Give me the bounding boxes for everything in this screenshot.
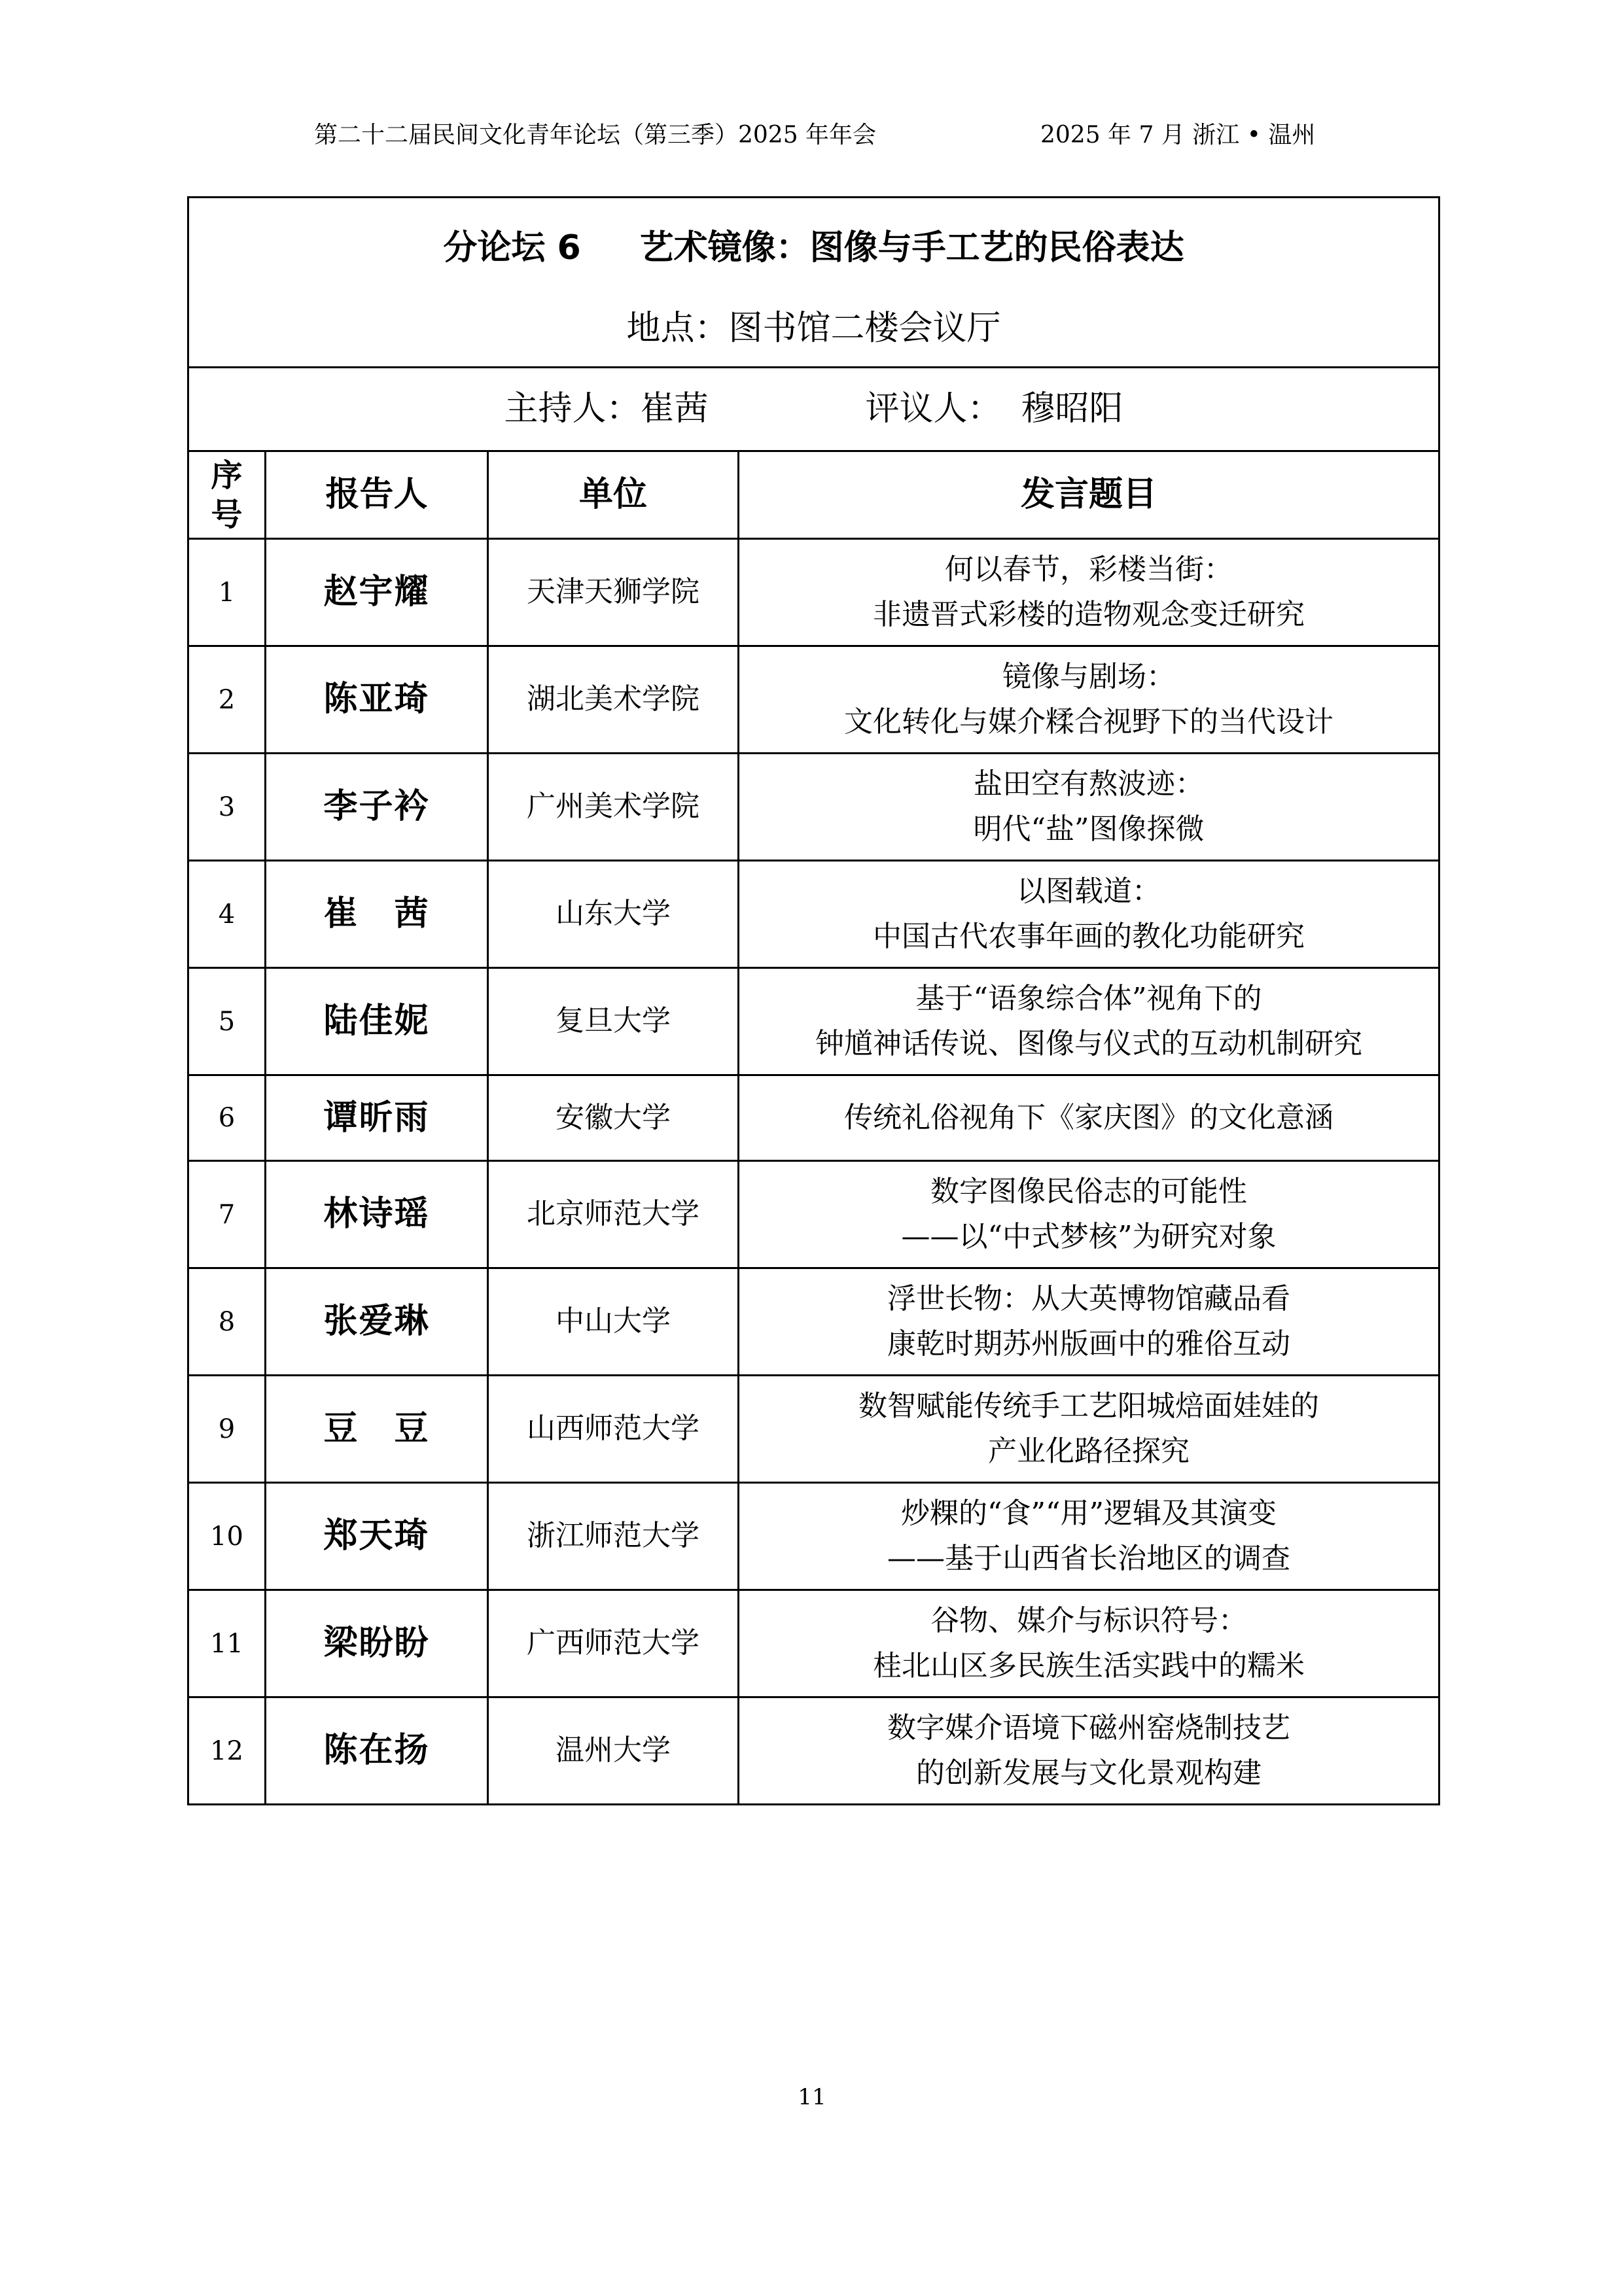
table-row: [188, 1075, 1439, 1161]
topic-line: 盐田空有熬波迹：: [974, 767, 1204, 801]
column-header-no: 序 号: [188, 451, 266, 539]
speaker-name: 李子衿: [266, 754, 488, 861]
speech-topic: [739, 754, 1439, 861]
table-row: [188, 1376, 1439, 1483]
title-cell: [188, 198, 1439, 368]
topic-line: 产业化路径探究: [988, 1434, 1190, 1468]
speaker-name: 崔 茜: [266, 861, 488, 968]
row-number: 8: [188, 1268, 266, 1376]
topic-line: 中国古代农事年画的教化功能研究: [873, 919, 1305, 953]
speaker-name: 张爱琳: [266, 1268, 488, 1376]
forum-location: 地点：图书馆二楼会议厅: [626, 308, 1001, 348]
row-number: 9: [188, 1376, 266, 1483]
speech-topic: [739, 1161, 1439, 1268]
speech-topic: [739, 968, 1439, 1075]
topic-line: 基于“语象综合体”视角下的: [915, 982, 1262, 1016]
reviewer-name: 穆昭阳: [1021, 389, 1123, 429]
topic-line: 钟馗神话传说、图像与仪式的互动机制研究: [815, 1026, 1362, 1060]
row-number: 12: [188, 1697, 266, 1805]
speaker-name: 豆 豆: [266, 1376, 488, 1483]
column-header-topic: 发言题目: [739, 451, 1439, 539]
speaker-name: 林诗瑶: [266, 1161, 488, 1268]
title-row: [188, 198, 1439, 368]
speaker-name: 梁盼盼: [266, 1590, 488, 1697]
speaker-unit: 广州美术学院: [488, 754, 739, 861]
topic-line: 文化转化与媒介糅合视野下的当代设计: [844, 704, 1333, 739]
topic-line: 以图载道：: [1017, 875, 1161, 909]
topic-line: 数字媒介语境下磁州窑烧制技艺: [887, 1711, 1290, 1745]
speaker-unit: 安徽大学: [488, 1075, 739, 1161]
row-number: 11: [188, 1590, 266, 1697]
speaker-unit: 复旦大学: [488, 968, 739, 1075]
topic-line: 炒粿的“食”“用”逻辑及其演变: [901, 1497, 1277, 1531]
forum-title: [189, 222, 1438, 275]
speech-topic: [739, 1590, 1439, 1697]
table-row: [188, 646, 1439, 754]
speech-topic: [739, 1075, 1439, 1161]
speech-topic: [739, 1483, 1439, 1590]
speaker-unit: 天津天狮学院: [488, 539, 739, 646]
topic-line: ——以“中式梦核”为研究对象: [901, 1219, 1277, 1253]
topic-line: 数智赋能传统手工艺阳城焙面娃娃的: [858, 1389, 1319, 1423]
table-row: [188, 1483, 1439, 1590]
column-header-speaker: 报告人: [266, 451, 488, 539]
table-row: [188, 1697, 1439, 1805]
row-number: 6: [188, 1075, 266, 1161]
speech-topic: [739, 1697, 1439, 1805]
topic-line: 数字图像民俗志的可能性: [930, 1175, 1247, 1209]
speech-topic: [739, 1268, 1439, 1376]
reviewer-label: 评议人：: [865, 389, 1002, 429]
column-header-row: [188, 451, 1439, 539]
host-name: 崔茜: [640, 389, 709, 429]
speaker-name: 陆佳妮: [266, 968, 488, 1075]
table-row: [188, 1268, 1439, 1376]
host-row: [188, 368, 1439, 451]
host-cell: [188, 368, 1439, 451]
header-date-location: 2025 年 7 月 浙江 • 温州: [1040, 122, 1316, 148]
topic-line: 康乾时期苏州版画中的雅俗互动: [887, 1327, 1290, 1361]
table-row: [188, 539, 1439, 646]
row-number: 3: [188, 754, 266, 861]
topic-line: 明代“盐”图像探微: [973, 812, 1205, 846]
speaker-name: 郑天琦: [266, 1483, 488, 1590]
row-number: 2: [188, 646, 266, 754]
forum-schedule-table: [187, 196, 1440, 1805]
speaker-unit: 山西师范大学: [488, 1376, 739, 1483]
speaker-name: 陈在扬: [266, 1697, 488, 1805]
speaker-name: 陈亚琦: [266, 646, 488, 754]
speaker-unit: 浙江师范大学: [488, 1483, 739, 1590]
topic-line: 的创新发展与文化景观构建: [916, 1756, 1262, 1790]
topic-line: 桂北山区多民族生活实践中的糯米: [873, 1648, 1305, 1682]
speech-topic: [739, 861, 1439, 968]
topic-line: ——基于山西省长治地区的调查: [887, 1541, 1290, 1575]
table-row: [188, 1590, 1439, 1697]
speaker-name: 谭昕雨: [266, 1075, 488, 1161]
header-conference-title: 第二十二届民间文化青年论坛（第三季）2025 年年会: [314, 122, 877, 148]
page-number: 11: [798, 2084, 826, 2110]
topic-line: 浮世长物：从大英博物馆藏品看: [887, 1282, 1290, 1316]
forum-theme: 艺术镜像：图像与手工艺的民俗表达: [639, 228, 1184, 268]
topic-line: 谷物、媒介与标识符号：: [930, 1604, 1247, 1638]
row-number: 10: [188, 1483, 266, 1590]
row-number: 4: [188, 861, 266, 968]
speaker-unit: 广西师范大学: [488, 1590, 739, 1697]
speaker-unit: 湖北美术学院: [488, 646, 739, 754]
column-header-unit: 单位: [488, 451, 739, 539]
table-row: [188, 968, 1439, 1075]
speaker-unit: 北京师范大学: [488, 1161, 739, 1268]
host-label: 主持人：: [504, 389, 641, 429]
row-number: 5: [188, 968, 266, 1075]
table-row: [188, 754, 1439, 861]
row-number: 1: [188, 539, 266, 646]
table-row: [188, 1161, 1439, 1268]
forum-number: 分论坛 6: [443, 228, 581, 268]
speaker-unit: 温州大学: [488, 1697, 739, 1805]
topic-line: 何以春节，彩楼当街：: [945, 553, 1233, 587]
speaker-unit: 山东大学: [488, 861, 739, 968]
speaker-unit: 中山大学: [488, 1268, 739, 1376]
row-number: 7: [188, 1161, 266, 1268]
topic-line: 传统礼俗视角下《家庆图》的文化意涵: [844, 1100, 1333, 1134]
speech-topic: [739, 646, 1439, 754]
topic-line: 镜像与剧场：: [1002, 660, 1175, 694]
speech-topic: [739, 539, 1439, 646]
topic-line: 非遗晋式彩楼的造物观念变迁研究: [873, 597, 1305, 631]
table-row: [188, 861, 1439, 968]
speaker-name: 赵宇耀: [266, 539, 488, 646]
speech-topic: [739, 1376, 1439, 1483]
